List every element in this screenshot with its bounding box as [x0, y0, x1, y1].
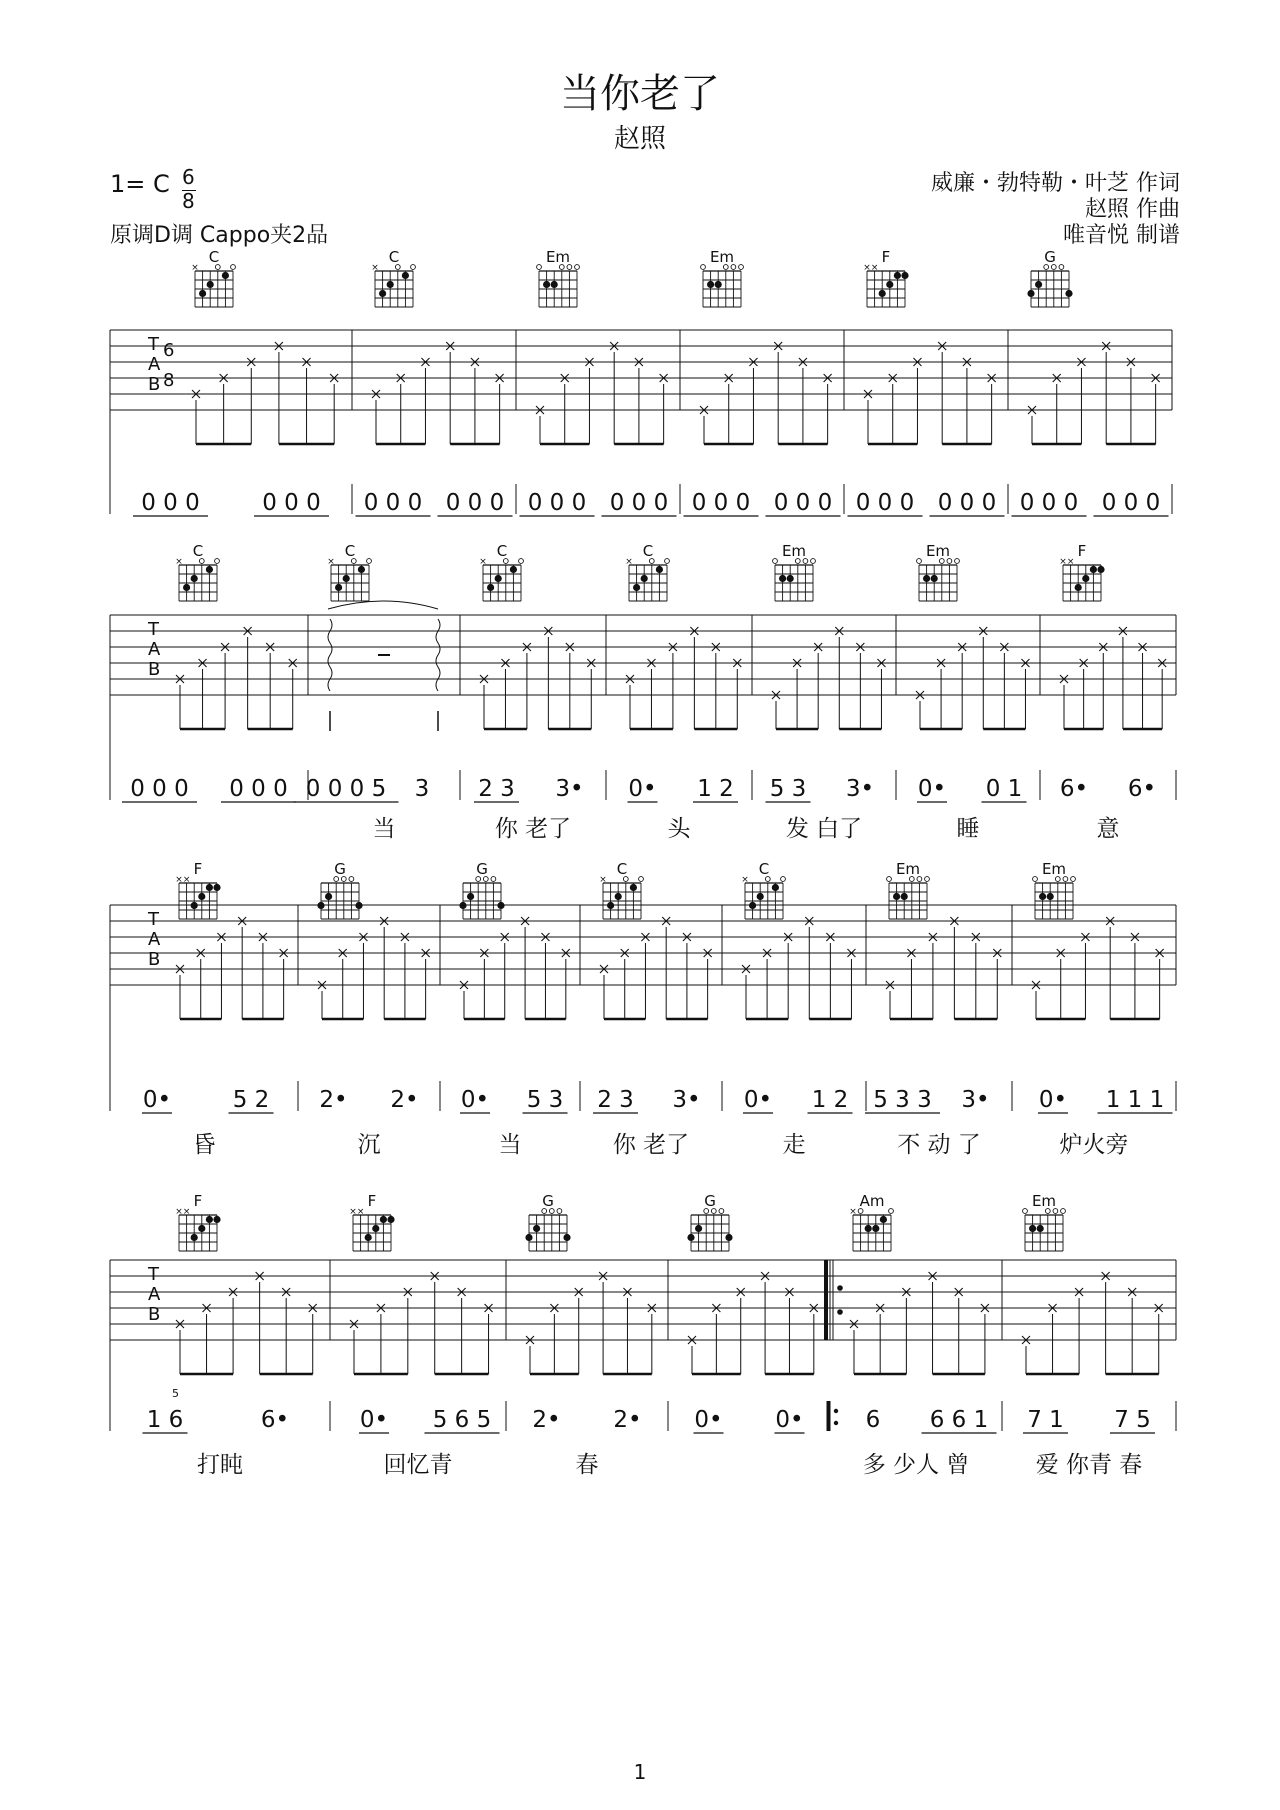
lyric-text: 炉火旁: [1059, 1132, 1129, 1158]
chord-dot: [355, 902, 362, 909]
chord-diagram: [537, 248, 580, 307]
jianpu-notes: 0 0 0: [445, 490, 505, 516]
tab-clef-letter: T: [148, 1264, 159, 1285]
lyric-text: 沉: [357, 1132, 381, 1158]
chord-diagram: [175, 1192, 220, 1251]
chord-dot: [872, 1225, 879, 1232]
chord-dot: [641, 575, 648, 582]
jianpu-notes: 2 3: [597, 1087, 634, 1113]
muted-string-mark: ×: [599, 875, 607, 885]
open-string-mark: [701, 265, 706, 270]
jianpu-notes: 5 6 5: [432, 1407, 492, 1433]
jianpu-notes: 0•: [142, 1087, 172, 1113]
open-string-mark: [739, 265, 744, 270]
chord-dot: [1065, 290, 1072, 297]
chord-name: Em: [545, 248, 571, 266]
jianpu-notes: 6•: [260, 1407, 290, 1433]
chord-dot: [379, 290, 386, 297]
jianpu-notes: 0•: [775, 1407, 804, 1433]
chord-diagram: [1059, 542, 1104, 601]
jianpu-notes: 1 6: [146, 1407, 184, 1433]
chord-dot: [497, 902, 504, 909]
chord-diagram: [741, 860, 785, 919]
chord-dot: [372, 1225, 379, 1232]
jianpu-notes: 1 1 1: [1105, 1087, 1165, 1113]
tab-clef-letter: T: [148, 909, 159, 930]
chord-dot: [317, 902, 324, 909]
jianpu-notes: 6•: [1127, 776, 1157, 802]
chord-diagram: [625, 542, 669, 601]
muted-string-mark: ×: [870, 263, 879, 273]
jianpu-notes: 3•: [961, 1087, 990, 1113]
chord-dot: [459, 902, 466, 909]
muted-string-mark: ×: [371, 263, 379, 273]
chord-name: F: [193, 1192, 203, 1210]
chord-dot: [923, 575, 930, 582]
chord-dot: [563, 1234, 570, 1241]
chord-dot: [358, 566, 365, 573]
jianpu-notes: 0 0 0: [937, 490, 997, 516]
tab-clef-letter: A: [148, 354, 161, 375]
chord-dot: [199, 290, 206, 297]
jianpu-notes: 0 0 0: [1019, 490, 1079, 516]
chord-dot: [198, 1225, 205, 1232]
lyric-text: 回忆青: [383, 1452, 453, 1478]
muted-string-mark: ×: [191, 263, 199, 273]
chord-dot: [880, 1216, 887, 1223]
chord-dot: [402, 272, 409, 279]
jianpu-notes: 2•: [532, 1407, 561, 1433]
jianpu-notes: 5 3: [526, 1087, 564, 1113]
chord-diagram: [887, 860, 930, 919]
chord-dot: [387, 281, 394, 288]
chord-name: G: [542, 1192, 554, 1210]
chord-name: G: [704, 1192, 716, 1210]
open-string-mark: [215, 559, 220, 564]
chord-dot: [206, 884, 213, 891]
jianpu-notes: 1 2: [811, 1087, 849, 1113]
chord-diagram: [191, 248, 235, 307]
chord-diagram: [773, 542, 816, 601]
muted-string-mark: ×: [175, 1207, 183, 1217]
chord-dot: [191, 1234, 198, 1241]
lyric-text: 你 老了: [612, 1132, 690, 1158]
chord-diagram: [701, 248, 744, 307]
chord-name: Em: [895, 860, 921, 878]
chord-name: F: [367, 1192, 377, 1210]
jianpu-notes: 0•: [359, 1407, 389, 1433]
open-string-mark: [1071, 877, 1076, 882]
muted-string-mark: ×: [175, 557, 183, 567]
artist-name: 赵照: [613, 124, 666, 154]
chord-dot: [543, 281, 550, 288]
repeat-dot: [837, 1285, 843, 1291]
open-string-mark: [925, 877, 930, 882]
muted-string-mark: ×: [863, 263, 871, 273]
song-title: 当你老了: [560, 71, 720, 117]
chord-name: C: [642, 542, 654, 560]
chord-diagram: [1027, 248, 1072, 307]
open-string-mark: [231, 265, 236, 270]
chord-name: C: [616, 860, 628, 878]
chord-dot: [695, 1225, 702, 1232]
chord-name: Em: [781, 542, 807, 560]
open-string-mark: [889, 1209, 894, 1214]
grace-note: 5: [172, 1387, 179, 1400]
strum-arrow: [436, 619, 440, 691]
chord-diagram: [917, 542, 960, 601]
repeat-dot: [834, 1421, 838, 1425]
jianpu-notes: 2•: [319, 1087, 348, 1113]
lyric-text: 春: [575, 1452, 599, 1478]
lyric-text: 睡: [956, 816, 980, 842]
tab-clef-letter: A: [148, 639, 161, 660]
tab-clef-letter: T: [148, 619, 159, 640]
open-string-mark: [781, 877, 786, 882]
jianpu-notes: 0 0 0: [1101, 490, 1161, 516]
muted-string-mark: ×: [741, 875, 749, 885]
jianpu-notes: 0 0 0: [130, 776, 189, 802]
jianpu-notes: 1 2: [697, 776, 734, 802]
chord-diagram: [849, 1192, 893, 1251]
chord-dot: [865, 1225, 872, 1232]
chord-dot: [901, 272, 908, 279]
credit-transcriber: 唯音悦 制谱: [1063, 223, 1180, 248]
chord-dot: [633, 584, 640, 591]
lyric-text: 当: [498, 1132, 522, 1158]
open-string-mark: [1061, 1209, 1066, 1214]
chord-name: F: [1077, 542, 1087, 560]
chord-dot: [487, 584, 494, 591]
open-string-mark: [519, 559, 524, 564]
chord-dot: [207, 281, 214, 288]
jianpu-notes: 0 0 0: [229, 776, 288, 802]
chord-dot: [206, 566, 213, 573]
jianpu-notes: 7 5: [1114, 1407, 1151, 1433]
open-string-mark: [537, 265, 542, 270]
open-string-mark: [1023, 1209, 1028, 1214]
time-signature-top: 6: [182, 165, 195, 189]
strum-arrow: [328, 619, 332, 691]
lyric-text: 当: [372, 816, 396, 842]
jianpu-notes: 0 0 0: [262, 490, 321, 516]
chord-dot: [380, 1216, 387, 1223]
jianpu-notes: 3•: [672, 1087, 701, 1113]
chord-diagram: [317, 860, 362, 919]
open-string-mark: [887, 877, 892, 882]
chord-name: F: [881, 248, 891, 266]
chord-dot: [222, 272, 229, 279]
chord-dot: [757, 893, 764, 900]
jianpu-notes: 0 0 0: [773, 490, 833, 516]
muted-string-mark: ×: [1059, 557, 1067, 567]
lyric-text: 意: [1096, 816, 1120, 842]
open-string-mark: [349, 877, 354, 882]
repeat-dot: [834, 1409, 838, 1413]
jianpu-notes: 0 0 0: [363, 490, 423, 516]
muted-string-mark: ×: [1066, 557, 1075, 567]
jianpu-notes: 0•: [694, 1407, 723, 1433]
chord-name: C: [758, 860, 770, 878]
chord-diagram: [349, 1192, 394, 1251]
chord-diagram: [479, 542, 523, 601]
open-string-mark: [557, 1209, 562, 1214]
tab-clef-letter: A: [148, 1284, 161, 1305]
chord-name: Em: [709, 248, 735, 266]
open-string-mark: [575, 265, 580, 270]
jianpu-notes: 5 3: [769, 776, 807, 802]
tab-time-top: 6: [163, 340, 175, 361]
muted-string-mark: ×: [175, 875, 183, 885]
chord-dot: [1029, 1225, 1036, 1232]
page-number: 1: [633, 1760, 647, 1784]
chord-dot: [772, 884, 779, 891]
chord-dot: [879, 290, 886, 297]
lyric-text: 你 老了: [494, 816, 572, 842]
chord-diagram: [525, 1192, 570, 1251]
chord-name: C: [388, 248, 400, 266]
chord-dot: [615, 893, 622, 900]
chord-dot: [607, 902, 614, 909]
open-string-mark: [955, 559, 960, 564]
chord-dot: [510, 566, 517, 573]
jianpu-notes: 0•: [628, 776, 657, 802]
lyric-text: 多 少人 曾: [862, 1452, 970, 1478]
chord-dot: [365, 1234, 372, 1241]
chord-dot: [213, 1216, 220, 1223]
jianpu-notes: 6: [865, 1407, 881, 1433]
muted-string-mark: ×: [849, 1207, 857, 1217]
chord-dot: [656, 566, 663, 573]
chord-dot: [893, 893, 900, 900]
credit-composer: 赵照 作曲: [1085, 197, 1180, 222]
chord-name: G: [476, 860, 488, 878]
jianpu-notes: 3•: [845, 776, 875, 802]
chord-dot: [725, 1234, 732, 1241]
chord-dot: [787, 575, 794, 582]
tab-clef-letter: B: [148, 949, 161, 970]
chord-diagram: [175, 860, 220, 919]
chord-diagram: [175, 542, 219, 601]
tab-clef-letter: B: [148, 659, 161, 680]
chord-name: F: [193, 860, 203, 878]
chord-dot: [901, 893, 908, 900]
chord-name: Am: [859, 1192, 885, 1210]
chord-diagram: [863, 248, 908, 307]
jianpu-notes: 0•: [1038, 1087, 1068, 1113]
chord-diagram: [1033, 860, 1076, 919]
jianpu-notes: 6 6 1: [929, 1407, 989, 1433]
chord-dot: [749, 902, 756, 909]
open-string-mark: [665, 559, 670, 564]
open-string-mark: [1033, 877, 1038, 882]
chord-dot: [198, 893, 205, 900]
tab-clef-letter: T: [148, 334, 159, 355]
chord-diagram: [459, 860, 504, 919]
tab-clef-letter: A: [148, 929, 161, 950]
chord-dot: [467, 893, 474, 900]
jianpu-notes: 5 3 3: [873, 1087, 932, 1113]
chord-dot: [495, 575, 502, 582]
chord-dot: [1097, 566, 1104, 573]
chord-name: C: [208, 248, 220, 266]
lyric-text: 昏: [192, 1132, 216, 1158]
open-string-mark: [639, 877, 644, 882]
jianpu-notes: 7 1: [1027, 1407, 1064, 1433]
jianpu-notes: 3•: [555, 776, 584, 802]
chord-dot: [630, 884, 637, 891]
jianpu-notes: 0 0 0: [609, 490, 669, 516]
jianpu-notes: 0 0 0 5: [305, 776, 387, 802]
tab-clef-letter: B: [148, 1304, 161, 1325]
open-string-mark: [367, 559, 372, 564]
chord-dot: [779, 575, 786, 582]
open-string-mark: [1059, 265, 1064, 270]
chord-name: G: [1044, 248, 1056, 266]
chord-dot: [1075, 584, 1082, 591]
chord-dot: [213, 884, 220, 891]
jianpu-notes: 0•: [917, 776, 947, 802]
key-signature: 1= C: [110, 170, 170, 198]
chord-dot: [387, 1216, 394, 1223]
jianpu-notes: 3: [414, 776, 430, 802]
chord-dot: [1090, 566, 1097, 573]
chord-dot: [183, 584, 190, 591]
chord-dot: [1039, 893, 1046, 900]
jianpu-notes: 2•: [613, 1407, 642, 1433]
chord-diagram: [599, 860, 643, 919]
open-string-mark: [773, 559, 778, 564]
chord-dot: [931, 575, 938, 582]
repeat-dot: [837, 1309, 843, 1315]
jianpu-notes: 0 0 0: [855, 490, 915, 516]
jianpu-notes: 5 2: [232, 1087, 270, 1113]
lyric-text: 头: [667, 816, 691, 842]
chord-dot: [1047, 893, 1054, 900]
muted-string-mark: ×: [349, 1207, 357, 1217]
chord-dot: [343, 575, 350, 582]
original-key: 原调D调 Cappo夹2品: [110, 223, 329, 248]
chord-dot: [886, 281, 893, 288]
tab-clef-letter: B: [148, 374, 161, 395]
chord-dot: [191, 575, 198, 582]
credit-lyricist: 威廉・勃特勒・叶芝 作词: [931, 171, 1180, 196]
chord-dot: [525, 1234, 532, 1241]
chord-dot: [687, 1234, 694, 1241]
chord-name: G: [334, 860, 346, 878]
chord-name: C: [192, 542, 204, 560]
open-string-mark: [917, 559, 922, 564]
chord-dot: [894, 272, 901, 279]
muted-string-mark: ×: [479, 557, 487, 567]
jianpu-notes: 0 1: [985, 776, 1023, 802]
jianpu-notes: 0•: [743, 1087, 773, 1113]
chord-dot: [1082, 575, 1089, 582]
time-signature-bottom: 8: [182, 189, 195, 213]
lyric-text: 爱 你青 春: [1035, 1452, 1143, 1478]
muted-string-mark: ×: [356, 1207, 365, 1217]
chord-dot: [191, 902, 198, 909]
jianpu-notes: 2 3: [478, 776, 515, 802]
lyric-text: 不 动 了: [897, 1132, 981, 1158]
open-string-mark: [491, 877, 496, 882]
chord-dot: [325, 893, 332, 900]
open-string-mark: [719, 1209, 724, 1214]
chord-dot: [1027, 290, 1034, 297]
muted-string-mark: ×: [327, 557, 335, 567]
chord-diagram: [687, 1192, 732, 1251]
chord-dot: [206, 1216, 213, 1223]
jianpu-notes: 0 0 0: [527, 490, 587, 516]
lyric-text: 发 白了: [785, 816, 863, 842]
chord-dot: [533, 1225, 540, 1232]
jianpu-notes: 6•: [1059, 776, 1089, 802]
chord-dot: [1035, 281, 1042, 288]
chord-dot: [715, 281, 722, 288]
jianpu-notes: 2•: [390, 1087, 419, 1113]
lyric-text: 走: [782, 1132, 806, 1158]
chord-name: Em: [925, 542, 951, 560]
jianpu-notes: 0•: [460, 1087, 490, 1113]
chord-dot: [1037, 1225, 1044, 1232]
chord-diagram: [327, 542, 371, 601]
chord-dot: [551, 281, 558, 288]
tab-time-bottom: 8: [163, 370, 175, 391]
chord-dot: [335, 584, 342, 591]
chord-name: C: [344, 542, 356, 560]
open-string-mark: [811, 559, 816, 564]
lyric-text: 打盹: [197, 1452, 243, 1478]
chord-name: Em: [1041, 860, 1067, 878]
chord-name: C: [496, 542, 508, 560]
jianpu-notes: 0 0 0: [141, 490, 200, 516]
chord-dot: [707, 281, 714, 288]
chord-diagram: [371, 248, 415, 307]
tie-arc: [328, 601, 438, 609]
chord-name: Em: [1031, 1192, 1057, 1210]
muted-string-mark: ×: [182, 1207, 191, 1217]
muted-string-mark: ×: [625, 557, 633, 567]
open-string-mark: [411, 265, 416, 270]
chord-diagram: [1023, 1192, 1066, 1251]
jianpu-notes: 0 0 0: [691, 490, 751, 516]
muted-string-mark: ×: [182, 875, 191, 885]
